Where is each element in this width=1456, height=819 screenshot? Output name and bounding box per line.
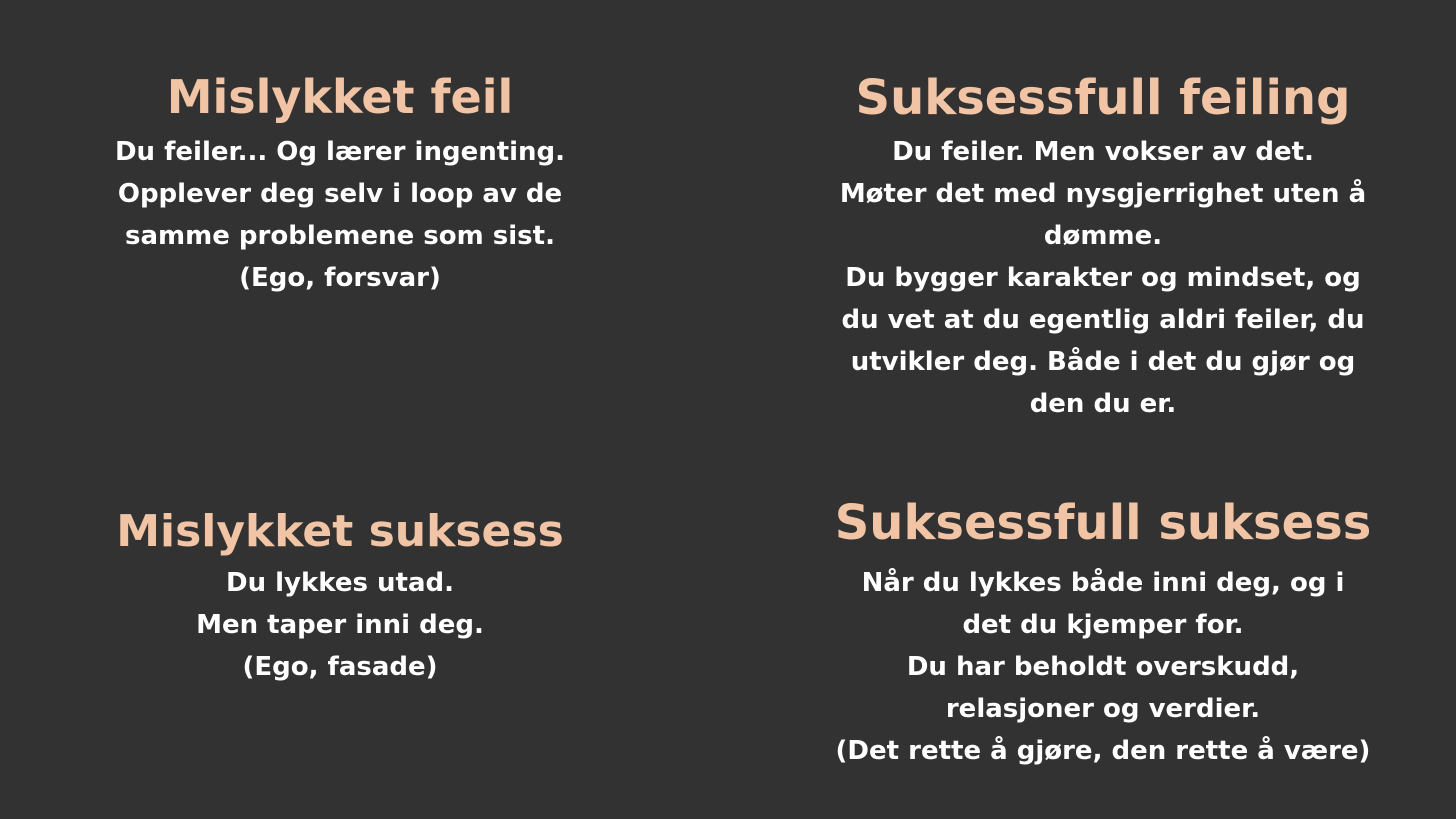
body-line: Når du lykkes både inni deg, og i — [861, 567, 1345, 598]
body-line: du vet at du egentlig aldri feiler, du — [841, 304, 1365, 335]
body-line: relasjoner og verdier. — [945, 693, 1261, 724]
quadrant-successful-success — [780, 497, 1426, 772]
quadrant-title: Suksessfull feiling — [855, 70, 1351, 126]
body-line: (Ego, forsvar) — [239, 262, 441, 293]
quadrant-body — [780, 562, 1426, 772]
body-line: det du kjemper for. — [962, 609, 1244, 640]
body-line: Møter det med nysgjerrighet uten å — [839, 178, 1367, 209]
quadrant-failed-failure — [40, 72, 640, 299]
quadrant-failed-success — [40, 508, 640, 688]
body-line: Du har beholdt overskudd, — [906, 651, 1300, 682]
body-line: Du feiler. Men vokser av det. — [892, 136, 1314, 167]
quadrant-successful-failing — [780, 72, 1426, 425]
body-line: Opplever deg selv i loop av de — [117, 178, 563, 209]
quadrant-title: Mislykket suksess — [116, 506, 564, 557]
body-line: Du feiler... Og lærer ingenting. — [114, 136, 566, 167]
quadrant-body — [40, 131, 640, 299]
quadrant-title: Mislykket feil — [166, 70, 514, 124]
body-line: samme problemene som sist. — [125, 220, 555, 251]
body-line: utvikler deg. Både i det du gjør og — [850, 346, 1356, 377]
quadrant-body — [780, 131, 1426, 425]
quadrant-title: Suksessfull suksess — [834, 495, 1372, 551]
body-line: den du er. — [1029, 388, 1177, 419]
body-line: Men taper inni deg. — [196, 610, 484, 641]
quadrant-body — [40, 562, 640, 688]
body-line: Du bygger karakter og mindset, og — [845, 262, 1361, 293]
body-line: (Det rette å gjøre, den rette å være) — [835, 735, 1371, 766]
body-line: Du lykkes utad. — [225, 568, 455, 599]
body-line: (Ego, fasade) — [242, 652, 438, 683]
body-line: dømme. — [1043, 220, 1163, 251]
